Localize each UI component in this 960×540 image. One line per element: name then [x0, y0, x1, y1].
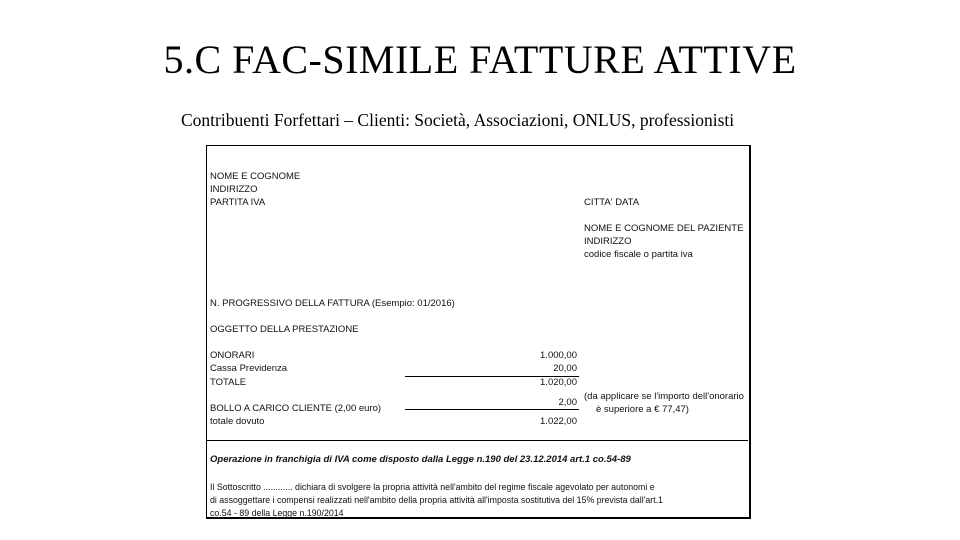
recipient-name: NOME E COGNOME DEL PAZIENTE: [584, 223, 744, 234]
line-amount: 1.000,00: [540, 350, 577, 361]
line-amount: 20,00: [553, 363, 577, 374]
invoice-number: N. PROGRESSIVO DELLA FATTURA (Esempio: 01/2016): [210, 298, 455, 309]
stamp-note-line2: è superiore a € 77,47): [596, 404, 689, 415]
line-amount: 1.022,00: [540, 416, 577, 427]
line-label: Cassa Previdenza: [210, 363, 288, 374]
issuer-name: NOME E COGNOME: [210, 171, 301, 182]
recipient-address: INDIRIZZO: [584, 236, 632, 247]
line-label: TOTALE: [210, 377, 247, 388]
line-amount: 2,00: [558, 397, 577, 408]
issuer-address: INDIRIZZO: [210, 184, 258, 195]
stamp-note-line1: (da applicare se l'importo dell'onorario: [584, 391, 744, 402]
declaration-line: di assoggettare i compensi realizzati nell'ambito della propria attività all'imposta sostitutiva del 15% prevista dall'art.1: [210, 495, 663, 505]
line-label: totale dovuto: [210, 416, 265, 427]
line-label: ONORARI: [210, 350, 255, 361]
issuer-vat: PARTITA IVA: [210, 197, 266, 208]
declaration-line: Il Sottoscritto ............ dichiara di svolgere la propria attività nell'ambito del regime fiscale agevolato per autonomi e: [210, 482, 655, 492]
section-divider: [207, 440, 748, 441]
invoice-facsimile: [206, 145, 751, 519]
slide-subtitle: Contribuenti Forfettari – Clienti: Società, Associazioni, ONLUS, professionisti: [181, 110, 735, 130]
service-heading: OGGETTO DELLA PRESTAZIONE: [210, 324, 359, 335]
slide-title: 5.C FAC-SIMILE FATTURE ATTIVE: [163, 37, 797, 82]
vat-exemption-note: Operazione in franchigia di IVA come disposto dalla Legge n.190 del 23.12.2014 art.1 co.54-89: [210, 454, 631, 465]
recipient-tax-id: codice fiscale o partita iva: [584, 249, 693, 260]
line-label: BOLLO A CARICO CLIENTE (2,00 euro): [210, 403, 382, 414]
total-rule: [405, 409, 579, 410]
city-date: CITTA' DATA: [584, 197, 640, 208]
declaration-line: co.54 - 89 della Legge n.190/2014: [210, 508, 344, 518]
line-amount: 1.020,00: [540, 377, 577, 388]
